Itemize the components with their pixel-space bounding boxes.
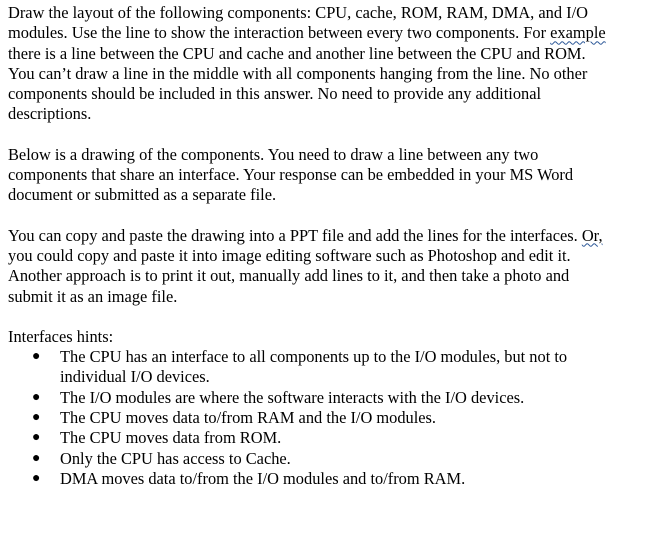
bullet-icon: ●	[32, 470, 41, 486]
text-line	[8, 23, 663, 43]
text-line: The CPU moves data to/from RAM and the I/O modules.	[60, 408, 437, 428]
text-line: The CPU has an interface to all components up to the I/O modules, but not to	[60, 347, 568, 367]
bullet-icon: ●	[32, 349, 41, 365]
text-line: You can’t draw a line in the middle with all components hanging from the line. No other	[8, 63, 588, 83]
text-line: components should be included in this answer. No need to provide any additional	[8, 84, 542, 104]
submission-paragraph	[8, 226, 663, 307]
text-line: submit it as an image file.	[8, 286, 178, 306]
hints-heading	[8, 327, 663, 347]
list-item	[8, 469, 663, 489]
list-item	[8, 408, 663, 428]
drawing-paragraph	[8, 145, 663, 206]
bullet-icon: ●	[32, 430, 41, 446]
grammar-flagged-word[interactable]: Or,	[581, 225, 603, 245]
text-line: DMA moves data to/from the I/O modules and to/from RAM.	[60, 468, 466, 488]
text-line: components that share an interface. Your response can be embedded in your MS Word	[8, 165, 574, 185]
text-line: document or submitted as a separate file.	[8, 185, 277, 205]
text-line: Below is a drawing of the components. You need to draw a line between any two	[8, 144, 539, 164]
text-line: Interfaces hints:	[8, 326, 114, 346]
grammar-flagged-word[interactable]: example	[550, 23, 606, 43]
text-fragment: You can copy and paste the drawing into a PPT file and add the lines for the interfaces.	[8, 225, 582, 245]
text-fragment: modules. Use the line to show the interaction between every two components. For	[8, 23, 551, 43]
bullet-icon: ●	[32, 450, 41, 466]
text-line	[8, 226, 663, 246]
list-item	[8, 388, 663, 408]
list-item	[8, 428, 663, 448]
text-line: Only the CPU has access to Cache.	[60, 448, 291, 468]
document-page	[8, 3, 663, 489]
text-line: descriptions.	[8, 104, 92, 124]
text-line: The CPU moves data from ROM.	[60, 428, 282, 448]
instructions-paragraph	[8, 3, 663, 125]
text-line: Another approach is to print it out, manually add lines to it, and then take a photo and	[8, 266, 570, 286]
text-line: Draw the layout of the following components: CPU, cache, ROM, RAM, DMA, and I/O	[8, 3, 588, 22]
bullet-icon: ●	[32, 410, 41, 426]
paragraph-spacer	[8, 307, 663, 327]
list-item	[8, 449, 663, 469]
text-line: individual I/O devices.	[60, 367, 210, 387]
text-line: The I/O modules are where the software interacts with the I/O devices.	[60, 387, 525, 407]
list-item	[8, 347, 663, 388]
paragraph-spacer	[8, 206, 663, 226]
text-line: you could copy and paste it into image editing software such as Photoshop and edit it.	[8, 245, 571, 265]
text-line: there is a line between the CPU and cache and another line between the CPU and ROM.	[8, 43, 586, 63]
hints-list	[8, 347, 663, 489]
paragraph-spacer	[8, 125, 663, 145]
bullet-icon: ●	[32, 389, 41, 405]
